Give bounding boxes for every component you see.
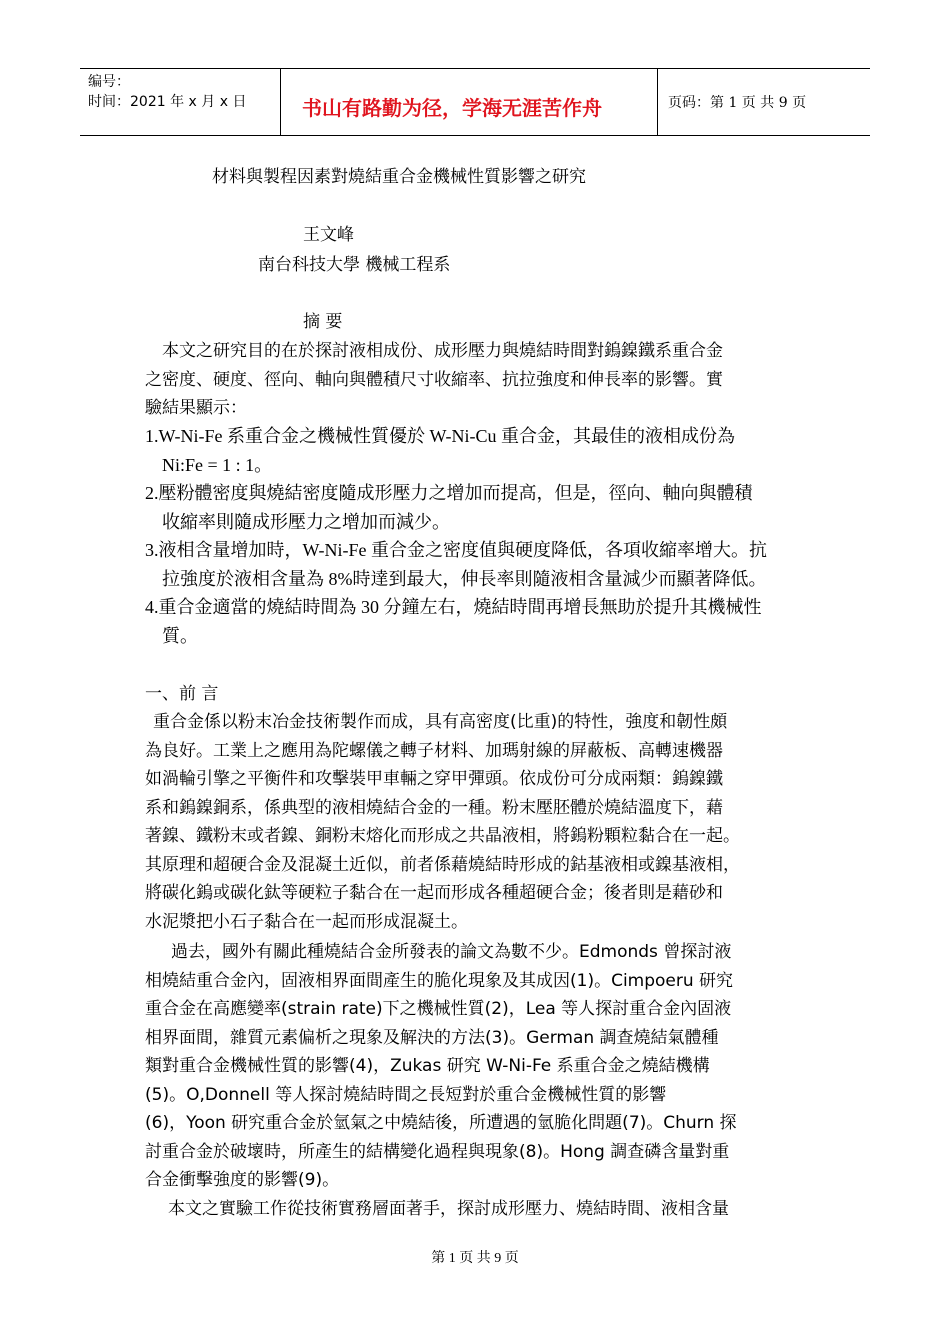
intro-line: 為良好。工業上之應用為陀螺儀之轉子材料、加瑪射線的屏蔽板、高轉速機器: [145, 741, 723, 761]
intro-line: 重合金係以粉末冶金技術製作而成，具有高密度(比重)的特性，強度和韌性頗: [153, 712, 728, 732]
intro-line: 類對重合金機械性質的影響(4)，Zukas 研究 W-Ni-Fe 系重合金之燒結機構: [145, 1056, 710, 1076]
intro-line: 著鎳、鐵粉末或者鎳、銅粉末熔化而形成之共晶液相，將鎢粉顆粒黏合在一起。: [145, 826, 740, 846]
intro-line: 本文之實驗工作從技術實務層面著手，探討成形壓力、燒結時間、液相含量: [168, 1199, 729, 1219]
page-header: [80, 68, 870, 136]
result-item-3-cont: 拉強度於液相含量為 8%時達到最大，伸長率則隨液相含量減少而顯著降低。: [162, 569, 767, 589]
intro-line: (6)，Yoon 研究重合金於氫氣之中燒結後，所遭遇的氫脆化問題(7)。Churn 探: [145, 1113, 737, 1133]
intro-line: 將碳化鎢或碳化鈦等硬粒子黏合在一起而形成各種超硬合金；後者則是藉砂和: [145, 883, 723, 903]
header-page-info: 页码：第 1 页 共 9 页: [668, 95, 807, 111]
abstract-line: 本文之研究目的在於探討液相成份、成形壓力與燒結時間對鎢鎳鐵系重合金: [162, 341, 723, 361]
intro-line: 水泥漿把小石子黏合在一起而形成混凝土。: [145, 912, 468, 932]
section-heading: 一、前 言: [145, 684, 219, 704]
result-item-2: 2.壓粉體密度與燒結密度隨成形壓力之增加而提高，但是，徑向、軸向與體積: [145, 483, 753, 503]
paper-title: 材料與製程因素對燒結重合金機械性質影響之研究: [212, 167, 586, 187]
affiliation: 南台科技大學 機械工程系: [258, 255, 451, 275]
header-number: 编号：: [88, 74, 130, 90]
result-item-1: 1.W-Ni-Fe 系重合金之機械性質優於 W-Ni-Cu 重合金，其最佳的液相成份為: [145, 426, 735, 446]
abstract-line: 驗結果顯示：: [145, 398, 247, 418]
result-item-4-cont: 質。: [162, 626, 198, 646]
intro-line: 重合金在高應變率(strain rate)下之機械性質(2)，Lea 等人探討重合金內固液: [145, 999, 732, 1019]
header-motto: 书山有路勤为径，学海无涯苦作舟: [302, 96, 602, 120]
intro-line: (5)。O,Donnell 等人探討燒結時間之長短對於重合金機械性質的影響: [145, 1085, 667, 1105]
abstract-heading: 摘 要: [303, 312, 343, 332]
author-name: 王文峰: [303, 225, 354, 245]
abstract-line: 之密度、硬度、徑向、軸向與體積尺寸收縮率、抗拉強度和伸長率的影響。實: [145, 370, 723, 390]
result-item-3: 3.液相含量增加時，W-Ni-Fe 重合金之密度值與硬度降低，各項收縮率增大。抗: [145, 540, 767, 560]
intro-line: 如渦輪引擎之平衡件和攻擊裝甲車輛之穿甲彈頭。依成份可分成兩類：鎢鎳鐵: [145, 769, 723, 789]
intro-line: 其原理和超硬合金及混凝土近似，前者係藉燒結時形成的鈷基液相或鎳基液相，: [145, 855, 740, 875]
header-bottom-rule: [80, 135, 870, 136]
intro-line: 相燒結重合金內，固液相界面間產生的脆化現象及其成因(1)。Cimpoeru 研究: [145, 971, 734, 991]
header-divider-left: [280, 68, 281, 136]
result-item-1-cont: Ni:Fe = 1 : 1。: [162, 455, 273, 475]
result-item-2-cont: 收縮率則隨成形壓力之增加而減少。: [162, 512, 450, 532]
intro-line: 討重合金於破壞時，所產生的結構變化過程與現象(8)。Hong 調查磷含量對重: [145, 1142, 730, 1162]
intro-line: 相界面間，雜質元素偏析之現象及解決的方法(3)。German 調查燒結氣體種: [145, 1028, 719, 1048]
intro-line: 過去，國外有關此種燒結合金所發表的論文為數不少。Edmonds 曾探討液: [171, 942, 732, 962]
header-time: 时间：2021 年 x 月 x 日: [88, 94, 247, 110]
intro-line: 合金衝擊強度的影響(9)。: [145, 1170, 340, 1190]
header-top-rule: [80, 68, 870, 69]
page-footer: 第 1 页 共 9 页: [431, 1251, 519, 1266]
intro-line: 系和鎢鎳銅系，係典型的液相燒結合金的一種。粉末壓胚體於燒結溫度下，藉: [145, 798, 723, 818]
result-item-4: 4.重合金適當的燒結時間為 30 分鐘左右，燒結時間再增長無助於提升其機械性: [145, 597, 762, 617]
header-divider-right: [657, 68, 658, 136]
header-meta: [88, 72, 246, 112]
